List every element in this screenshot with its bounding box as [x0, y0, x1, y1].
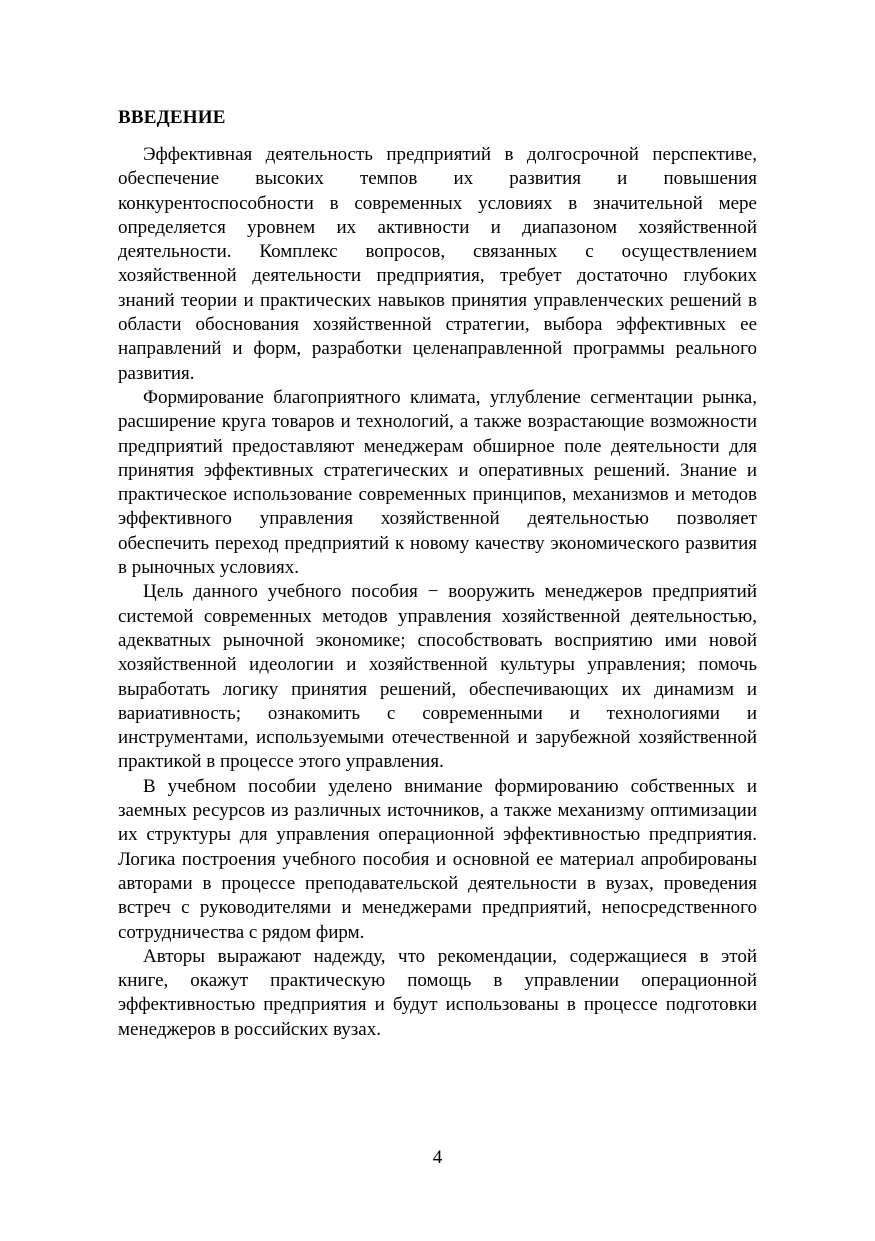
paragraph-1: Эффективная деятельность предприятий в долгосрочной перспективе, обеспечение высоких темпов их развития и повышения конкурентоспособности в современных условиях в значительной мере определяется уровнем их активности и диапазоном хозяйственной деятельности. Комплекс вопросов, связанных с осуществлением хозяйственной деятельности предприятия, требует достаточно глубоких знаний теории и практических навыков принятия управленческих решений в области обоснования хозяйственной стратегии, выбора эффективных ее направлений и форм, разработки целенаправленной программы реального развития. — [118, 144, 757, 384]
paragraph-5: Авторы выражают надежду, что рекомендации, содержащиеся в этой книге, окажут практическую помощь в управлении операционной эффективностью предприятия и будут использованы в процессе подготовки менеджеров в российских вузах. — [118, 945, 757, 1040]
paragraph-3: Цель данного учебного пособия − вооружить менеджеров предприятий системой современных методов управления хозяйственной деятельностью, адекватных рыночной экономике; способствовать восприятию ими новой хозяйственной идеологии и хозяйственной культуры управления; помочь выработать логику принятия решений, обеспечивающих их динамизм и вариативность; ознакомить с современными и технологиями и инструментами, используемыми отечественной и зарубежной хозяйственной практикой в процессе этого управления. — [118, 581, 757, 773]
paragraph-4: В учебном пособии уделено внимание формированию собственных и заемных ресурсов из различных источников, а также механизму оптимизации их структуры для управления операционной эффективностью предприятия. Логика построения учебного пособия и основной ее материал апробированы авторами в процессе преподавательской деятельности в вузах, проведения встреч с руководителями и менеджерами предприятий, непосредственного сотрудничества с рядом фирм. — [118, 775, 757, 943]
paragraph-2: Формирование благоприятного климата, углубление сегментации рынка, расширение круга товаров и технологий, а также возрастающие возможности предприятий предоставляют менеджерам обширное поле деятельности для принятия эффективных стратегических и оперативных решений. Знание и практическое использование современных принципов, механизмов и методов эффективного управления хозяйственной деятельностью позволяет обеспечить переход предприятий к новому качеству экономического развития в рыночных условиях. — [118, 386, 757, 579]
page-number: 4 — [432, 1147, 443, 1168]
section-heading: ВВЕДЕНИЕ — [118, 107, 226, 128]
page-content — [118, 106, 757, 1042]
